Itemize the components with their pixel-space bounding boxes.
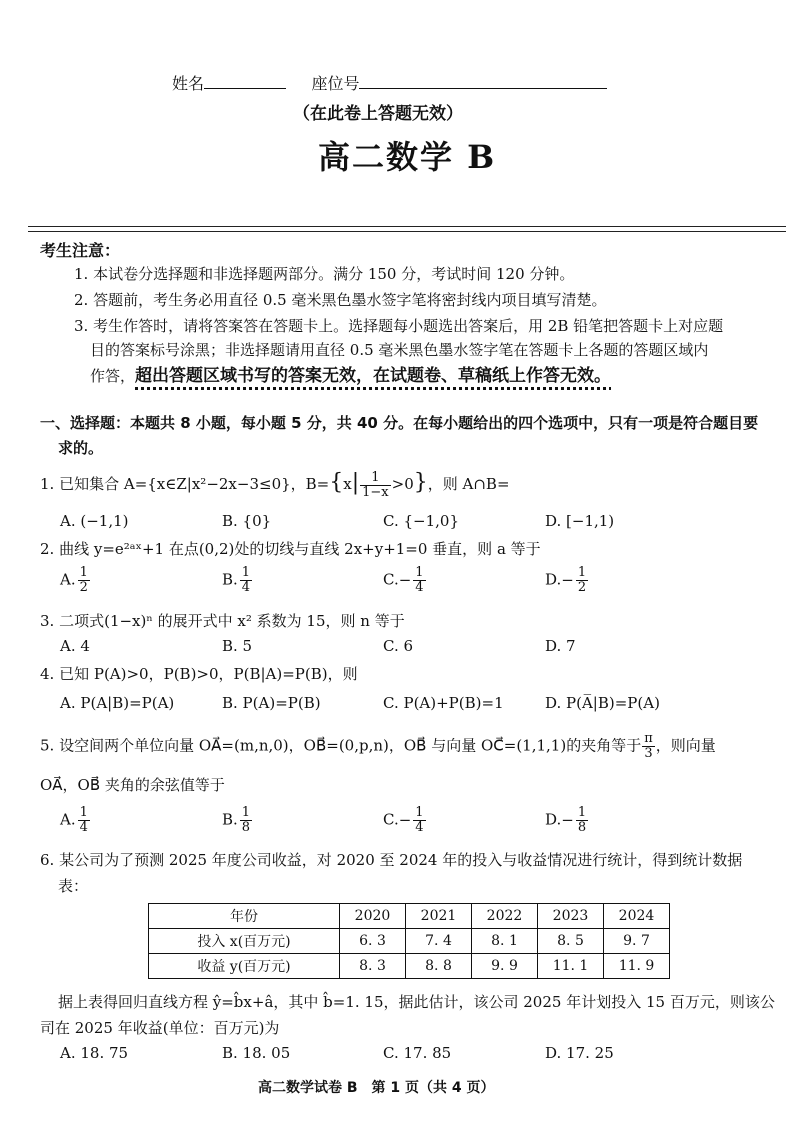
table-row bbox=[149, 929, 670, 954]
question-3-option-c[interactable]: C. 6 bbox=[383, 637, 414, 655]
table-header-cell: 2020 bbox=[340, 904, 406, 929]
question-5-number: 5. bbox=[40, 736, 55, 755]
question-5-text-b: ，则向量 bbox=[655, 736, 716, 755]
page-title: 高二数学 B bbox=[318, 138, 497, 176]
notice-item-3-cont: 目的答案标号涂黑；非选择题请用直径 0.5 毫米黑色墨水签字笔在答题卡上各题的答题区域内 bbox=[90, 341, 709, 359]
question-2-option-b[interactable]: B. $\frac{1}{4}$ bbox=[222, 565, 251, 595]
question-2-text: 曲线 y=e²ᵃˣ+1 在点(0,2)处的切线与直线 2x+y+1=0 垂直，则 a 等于 bbox=[59, 540, 541, 558]
table-cell: 8. 8 bbox=[406, 954, 472, 979]
question-1-option-d[interactable]: D. [−1,1) bbox=[545, 512, 615, 530]
question-1-set-cond: >0 bbox=[391, 475, 414, 493]
question-6-option-b[interactable]: B. 18. 05 bbox=[222, 1044, 291, 1062]
question-1-set-var: x bbox=[343, 475, 352, 493]
question-4-text: 已知 P(A)>0，P(B)>0，P(B|A)=P(B)，则 bbox=[59, 665, 358, 683]
notice-emphasis: 超出答题区域书写的答案无效，在试题卷、草稿纸上作答无效。 bbox=[135, 366, 612, 386]
question-3-option-d[interactable]: D. 7 bbox=[545, 637, 576, 655]
question-1-text-b: ，则 A∩B= bbox=[427, 475, 510, 493]
question-5-option-d[interactable]: D.− $\frac{1}{8}$ bbox=[545, 805, 587, 835]
question-1-fraction: $\frac{1}{1-x}$ bbox=[362, 469, 389, 500]
question-3-stem bbox=[40, 610, 405, 631]
table-cell: 11. 9 bbox=[604, 954, 670, 979]
table-header-cell: 2024 bbox=[604, 904, 670, 929]
notice-item-1: 1. 本试卷分选择题和非选择题两部分。满分 150 分，考试时间 120 分钟。 bbox=[74, 265, 575, 283]
table-header-cell: 2023 bbox=[538, 904, 604, 929]
question-4-option-a[interactable]: A. P(A|B)=P(A) bbox=[60, 694, 175, 712]
question-3-number: 3. bbox=[40, 612, 55, 630]
name-label: 姓名 bbox=[172, 74, 205, 93]
question-5-option-a[interactable]: A. $\frac{1}{4}$ bbox=[60, 805, 88, 835]
question-1-text-a: 已知集合 A={x∈Z|x²−2x−3≤0}，B= bbox=[59, 475, 330, 493]
table-header-cell: 2022 bbox=[472, 904, 538, 929]
question-6-option-d[interactable]: D. 17. 25 bbox=[545, 1044, 614, 1062]
question-4-stem bbox=[40, 663, 358, 684]
question-2-option-c[interactable]: C.− $\frac{1}{4}$ bbox=[383, 565, 424, 595]
table-cell: 6. 3 bbox=[340, 929, 406, 954]
question-2-number: 2. bbox=[40, 540, 55, 558]
question-4-option-d[interactable]: D. P(A̅|B)=P(A) bbox=[545, 694, 660, 712]
question-5-stem-cont: OA⃗，OB⃗ 夹角的余弦值等于 bbox=[40, 776, 225, 794]
table-cell: 7. 4 bbox=[406, 929, 472, 954]
question-3-option-a[interactable]: A. 4 bbox=[60, 637, 90, 655]
notice-item-2: 2. 答题前，考生务必用直径 0.5 毫米黑色墨水签字笔将密封线内项目填写清楚。 bbox=[74, 291, 607, 309]
double-rule-bottom bbox=[28, 231, 786, 232]
table-cell: 11. 1 bbox=[538, 954, 604, 979]
table-row bbox=[149, 904, 670, 929]
question-5-fraction: $\frac{\pi}{3}$ bbox=[644, 731, 653, 761]
question-4-option-c[interactable]: C. P(A)+P(B)=1 bbox=[383, 694, 504, 712]
section-1-heading: 一、选择题：本题共 8 小题，每小题 5 分，共 40 分。在每小题给出的四个选项中，只有一项是符合题目要 bbox=[40, 414, 759, 432]
question-5-option-c[interactable]: C.− $\frac{1}{4}$ bbox=[383, 805, 424, 835]
question-4-option-b[interactable]: B. P(A)=P(B) bbox=[222, 694, 321, 712]
table-cell: 8. 5 bbox=[538, 929, 604, 954]
question-6-option-a[interactable]: A. 18. 75 bbox=[60, 1044, 129, 1062]
section-1-heading-cont: 求的。 bbox=[58, 439, 104, 457]
question-6-stem-cont: 表： bbox=[58, 877, 89, 895]
seat-label: 座位号 bbox=[311, 74, 360, 93]
page-footer: 高二数学试卷 B 第 1 页（共 4 页） bbox=[258, 1080, 495, 1096]
name-blank bbox=[204, 70, 286, 89]
table-cell: 9. 7 bbox=[604, 929, 670, 954]
question-1-number: 1. bbox=[40, 475, 55, 493]
question-1-option-c[interactable]: C. {−1,0} bbox=[383, 512, 459, 530]
question-2-stem bbox=[40, 538, 541, 559]
question-1-option-a[interactable]: A. (−1,1) bbox=[60, 512, 129, 530]
question-5-stem bbox=[40, 732, 716, 761]
question-6-number: 6. bbox=[40, 851, 55, 869]
notice-item-3-tail: 作答， bbox=[90, 367, 136, 385]
table-row bbox=[149, 954, 670, 979]
question-6-option-c[interactable]: C. 17. 85 bbox=[383, 1044, 452, 1062]
table-cell: 9. 9 bbox=[472, 954, 538, 979]
question-6-after-text: 据上表得回归直线方程 ŷ=b̂x+â，其中 b̂=1. 15，据此估计，该公司 2025 年计划投入 15 百万元，则该公 bbox=[58, 993, 775, 1011]
table-cell: 投入 x(百万元) bbox=[149, 929, 340, 954]
question-2-option-a[interactable]: A. $\frac{1}{2}$ bbox=[60, 565, 88, 595]
question-1-option-b[interactable]: B. {0} bbox=[222, 512, 272, 530]
table-header-cell: 2021 bbox=[406, 904, 472, 929]
question-6-text: 某公司为了预测 2025 年度公司收益，对 2020 至 2024 年的投入与收益情况进行统计，得到统计数据 bbox=[59, 851, 743, 869]
notice-item-3-end bbox=[90, 361, 611, 386]
question-5-option-b[interactable]: B. $\frac{1}{8}$ bbox=[222, 805, 251, 835]
table-cell: 8. 1 bbox=[472, 929, 538, 954]
question-3-option-b[interactable]: B. 5 bbox=[222, 637, 253, 655]
double-rule-top bbox=[28, 226, 786, 227]
question-2-option-d[interactable]: D.− $\frac{1}{2}$ bbox=[545, 565, 587, 595]
name-label-row bbox=[172, 70, 607, 94]
invalid-note: （在此卷上答题无效） bbox=[293, 104, 463, 124]
notice-heading: 考生注意： bbox=[40, 241, 121, 260]
question-6-after-text-cont: 司在 2025 年收益(单位：百万元)为 bbox=[40, 1019, 280, 1037]
question-3-text: 二项式(1−x)ⁿ 的展开式中 x² 系数为 15，则 n 等于 bbox=[59, 612, 405, 630]
question-4-number: 4. bbox=[40, 665, 55, 683]
notice-item-3: 3. 考生作答时，请将答案答在答题卡上。选择题每小题选出答案后，用 2B 铅笔把答题卡上对应题 bbox=[74, 317, 724, 335]
table-header-cell: 年份 bbox=[149, 904, 340, 929]
table-cell: 收益 y(百万元) bbox=[149, 954, 340, 979]
question-1-stem: 1. 已知集合 A={x∈Z|x²−2x−3≤0}，B={x| $\frac{1}{1-x}$ >0}，则 A∩B= bbox=[40, 469, 510, 500]
statistics-table bbox=[148, 903, 670, 979]
table-cell: 8. 3 bbox=[340, 954, 406, 979]
question-5-text-a: 设空间两个单位向量 OA⃗=(m,n,0)，OB⃗=(0,p,n)，OB⃗ 与向量 OC⃗=(1,1,1)的夹角等于 bbox=[59, 736, 642, 755]
question-6-stem bbox=[40, 849, 742, 870]
seat-blank bbox=[359, 70, 607, 89]
